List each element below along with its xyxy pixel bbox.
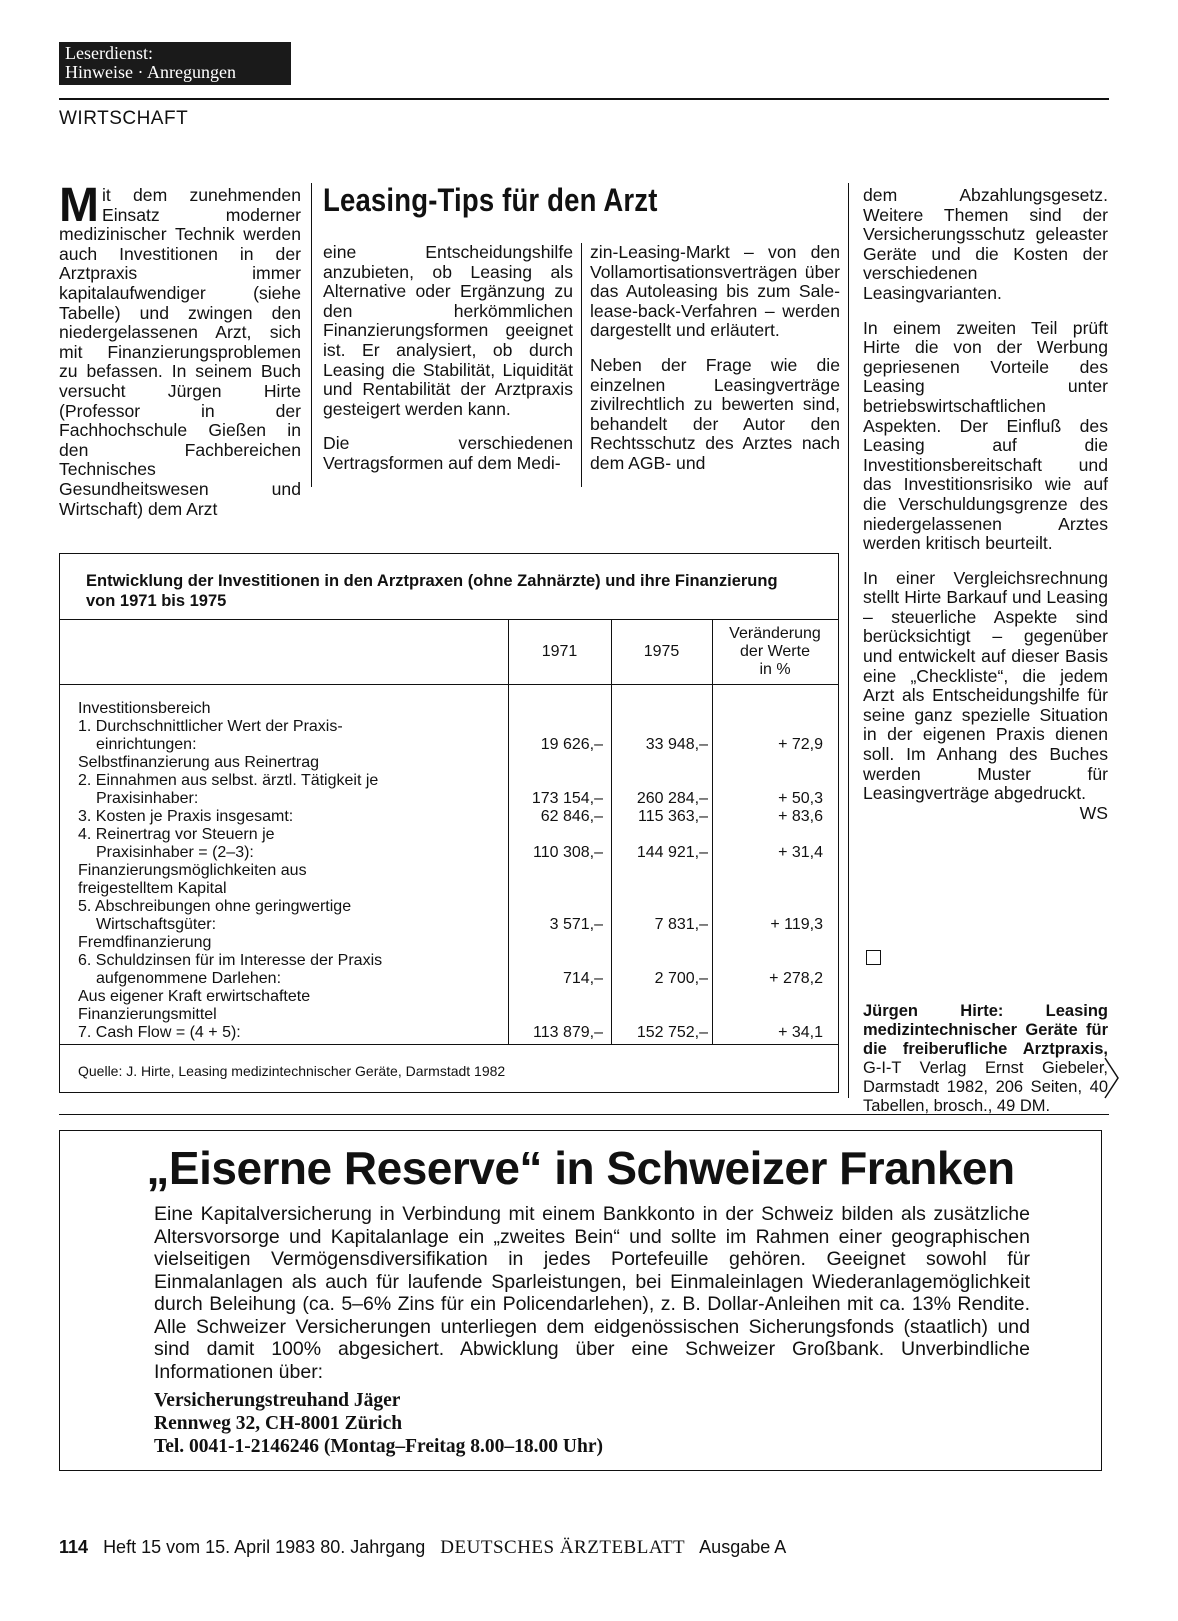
table-row xyxy=(78,700,818,718)
article-column-1 xyxy=(59,179,301,519)
page-number: 114 xyxy=(59,1537,89,1557)
table-row xyxy=(78,970,823,988)
table-row xyxy=(78,790,823,808)
table-row xyxy=(78,988,818,1006)
book-reference xyxy=(863,1002,1108,1116)
value-1971: 62 846,– xyxy=(540,808,603,825)
article-column-4 xyxy=(863,186,1108,823)
section-label: WIRTSCHAFT xyxy=(59,108,189,129)
end-mark-box xyxy=(866,950,881,965)
value-change: + 119,3 xyxy=(770,916,823,933)
edition: Ausgabe A xyxy=(699,1537,787,1557)
table-row xyxy=(78,916,823,934)
section-divider xyxy=(59,1114,1109,1115)
column-3-paragraph: zin-Leasing-Markt – von den Vollamortisationsverträgen über das Autoleasing bis zum Sale-lease-back-Verfahren – werden dargestellt und erläutert. xyxy=(590,242,840,341)
value-1975: 7 831,– xyxy=(654,916,708,933)
value-change: + 278,2 xyxy=(769,970,823,987)
value-1971: 714,– xyxy=(562,970,603,987)
advertisement xyxy=(59,1130,1102,1471)
column-header-1975: 1975 xyxy=(643,643,680,660)
column-2-paragraph: eine Entscheidungshilfe anzubieten, ob Leasing als Alternative oder Ergänzung zu den herkömmlichen Finanzierungsformen geeignet ist. Er analysiert, ob durch Leasing die Stabilität, Liquidität und Rentabilität der Arztpraxis gesteigert werden kann. xyxy=(323,242,573,419)
table-row xyxy=(78,862,818,880)
row-label: 3. Kosten je Praxis insgesamt: xyxy=(78,808,294,825)
contact-phone: Tel. 0041-1-2146246 (Montag–Freitag 8.00–18.00 Uhr) xyxy=(154,1436,603,1457)
column-header-change-line: Veränderung xyxy=(729,625,821,642)
row-label: 5. Abschreibungen ohne geringwertige xyxy=(78,898,352,915)
row-label: einrichtungen: xyxy=(96,736,197,753)
row-label: 4. Reinertrag vor Steuern je xyxy=(78,826,275,843)
magazine-name: DEUTSCHES ÄRZTEBLATT xyxy=(440,1537,686,1558)
column-header-change-line: der Werte xyxy=(740,643,810,660)
row-label: Fremdfinanzierung xyxy=(78,934,212,951)
table-title: Entwicklung der Investitionen in den Arztpraxen (ohne Zahnärzte) und ihre Finanzierung von 1971 bis 1975 xyxy=(86,572,778,610)
row-label: Selbstfinanzierung aus Reinertrag xyxy=(78,754,320,771)
ad-contact xyxy=(154,1389,603,1458)
row-label: Finanzierungsmittel xyxy=(78,1006,217,1023)
value-1971: 19 626,– xyxy=(540,736,603,753)
table-row xyxy=(78,1024,823,1042)
column-label xyxy=(59,42,291,85)
article-column-3 xyxy=(590,243,840,489)
book-reference-details: G-I-T Verlag Ernst Giebeler, Darmstadt 1982, 206 Seiten, 40 Tabellen, brosch., 49 DM. xyxy=(863,1059,1108,1115)
table-row xyxy=(78,844,823,862)
column-label-line2: Hinweise · Anregungen xyxy=(65,62,236,82)
table-rule xyxy=(60,619,838,620)
row-label: Aus eigener Kraft erwirtschaftete xyxy=(78,988,311,1005)
value-1975: 152 752,– xyxy=(636,1024,708,1041)
row-label: freigestelltem Kapital xyxy=(78,880,227,897)
row-label: 7. Cash Flow = (4 + 5): xyxy=(78,1024,241,1041)
table-row xyxy=(78,718,818,736)
investment-table xyxy=(59,553,839,1093)
column-4-paragraph: dem Abzahlungsgesetz. Weitere Themen sind der Versicherungsschutz geleaster Geräte und die Kosten der verschiedenen Leasingvarianten. xyxy=(863,185,1108,303)
column-rule xyxy=(311,183,312,487)
row-label: Wirtschaftsgüter: xyxy=(96,916,217,933)
column-2-paragraph: Die verschiedenen Vertragsformen auf dem Medi- xyxy=(323,433,573,473)
table-row xyxy=(78,934,818,952)
issue-info: Heft 15 vom 15. April 1983 80. Jahrgang xyxy=(103,1537,426,1557)
value-change: + 31,4 xyxy=(778,844,823,861)
column-3-paragraph: Neben der Frage wie die einzelnen Leasingverträge zivilrechtlich zu bewerten sind, behandelt der Autor den Rechtsschutz des Arztes nach dem AGB- und xyxy=(590,354,840,473)
table-source: Quelle: J. Hirte, Leasing medizintechnischer Geräte, Darmstadt 1982 xyxy=(78,1063,506,1079)
book-reference-title: Jürgen Hirte: Leasing medizintechnischer Geräte für die freiberufliche Arztpraxis, xyxy=(863,1002,1108,1058)
table-row xyxy=(78,952,818,970)
article-column-2 xyxy=(323,243,573,489)
column-header-1971: 1971 xyxy=(541,643,578,660)
value-1975: 260 284,– xyxy=(636,790,708,807)
contact-street: Rennweg 32, CH-8001 Zürich xyxy=(154,1413,403,1434)
row-label: 2. Einnahmen aus selbst. ärztl. Tätigkeit je xyxy=(78,772,379,789)
table-row xyxy=(78,754,818,772)
row-label: 1. Durchschnittlicher Wert der Praxis- xyxy=(78,718,343,735)
header-rule xyxy=(59,98,1109,100)
column-rule xyxy=(848,183,849,1098)
ad-body: Eine Kapitalversicherung in Verbindung mit einem Bankkonto in der Schweiz bilden als zusätzliche Altersvorsorge und Kapitalanlage ein „zweites Bein“ und sollte im Rahmen einer geographischen vielseitigen Vermögensdiversifikation in jedes Portefeuille gehören. Geeignet sowohl für Einmalanlagen als auch für laufende Sparleistungen, bei Einmaleinlagen Wiederanlagemöglichkeit durch Beleihung (ca. 5–6% Zins für ein Policendarlehen), z. B. Dollar-Anleihen mit ca. 13% Rendite. Alle Schweizer Versicherungen unterliegen dem eidgenössischen Sicherungsfonds (staatlich) und sind damit 100% abgesichert. Abwicklung über eine Schweizer Großbank. Unverbindliche Informationen über: xyxy=(154,1203,1030,1383)
table-row xyxy=(78,808,823,826)
value-1975: 2 700,– xyxy=(654,970,708,987)
dropcap: M xyxy=(59,179,99,232)
column-1-text: it dem zunehmenden Einsatz moderner medizinischer Technik werden auch Investitionen in der Arztpraxis immer kapitalaufwendiger (siehe Tabelle) und zwingen den niedergelassenen Arzt, sich mit Finanzierungsproblemen zu befassen. In seinem Buch versucht Jürgen Hirte (Professor in der Fachhochschule Gießen in den Fachbereichen Technisches Gesundheitswesen und Wirtschaft) dem Arzt xyxy=(59,185,301,519)
row-label: Finanzierungsmöglichkeiten aus xyxy=(78,862,307,879)
row-label: Praxisinhaber = (2–3): xyxy=(96,844,254,861)
row-label: aufgenommene Darlehen: xyxy=(96,970,282,987)
value-change: + 83,6 xyxy=(778,808,823,825)
value-1971: 3 571,– xyxy=(549,916,603,933)
table-row xyxy=(78,772,818,790)
column-rule xyxy=(581,243,582,487)
table-body xyxy=(78,700,823,1042)
value-1971: 113 879,– xyxy=(533,1024,603,1041)
column-header-change xyxy=(712,625,838,679)
column-4-paragraph: In einem zweiten Teil prüft Hirte die von der Werbung gepriesenen Vorteile des Leasing unter betriebswirtschaftlichen Aspekten. Der Einfluß des Leasing auf die Investitionsbereitschaft und das Investitionsrisiko wie auf die Verschuldungsgrenze des niedergelassenen Arztes werden kritisch beurteilt. xyxy=(863,317,1108,554)
column-label-line1: Leserdienst: xyxy=(65,43,153,63)
table-row xyxy=(78,880,818,898)
column-4-text: In einer Vergleichsrechnung stellt Hirte Barkauf und Leasing – steuerliche Aspekte sind berücksichtigt – gegenüber und entwickelt auf dieser Basis eine „Checkliste“, die jedem Arzt als Entscheidungshilfe für seine ganz spezielle Situation in der eigenen Praxis dienen soll. Im Anhang des Buches werden Muster für Leasingverträge abgedruckt. xyxy=(863,567,1108,804)
value-1975: 144 921,– xyxy=(636,844,708,861)
row-label: Praxisinhaber: xyxy=(96,790,199,807)
page-footer xyxy=(59,1537,786,1559)
value-change: + 72,9 xyxy=(778,736,823,753)
table-row xyxy=(78,1006,818,1024)
table-row xyxy=(78,826,818,844)
table-rule xyxy=(60,1044,838,1045)
table-rule xyxy=(60,684,838,685)
value-1975: 33 948,– xyxy=(645,736,708,753)
row-label: Investitionsbereich xyxy=(78,700,211,717)
column-4-paragraph xyxy=(863,567,1108,823)
author-signature: WS xyxy=(1079,802,1108,823)
table-row xyxy=(78,736,823,754)
ad-title: „Eiserne Reserve“ in Schweizer Franken xyxy=(146,1142,1015,1194)
value-1971: 110 308,– xyxy=(533,844,603,861)
value-change: + 50,3 xyxy=(778,790,823,807)
value-1971: 173 154,– xyxy=(531,790,603,807)
value-1975: 115 363,– xyxy=(638,808,708,825)
value-change: + 34,1 xyxy=(778,1024,823,1041)
table-row xyxy=(78,898,818,916)
column-header-change-line: in % xyxy=(759,661,791,678)
continue-arrow-icon xyxy=(1103,1056,1121,1100)
row-label: 6. Schuldzinsen für im Interesse der Praxis xyxy=(78,952,383,969)
contact-name: Versicherungstreuhand Jäger xyxy=(154,1390,401,1411)
article-headline: Leasing-Tips für den Arzt xyxy=(323,182,658,218)
